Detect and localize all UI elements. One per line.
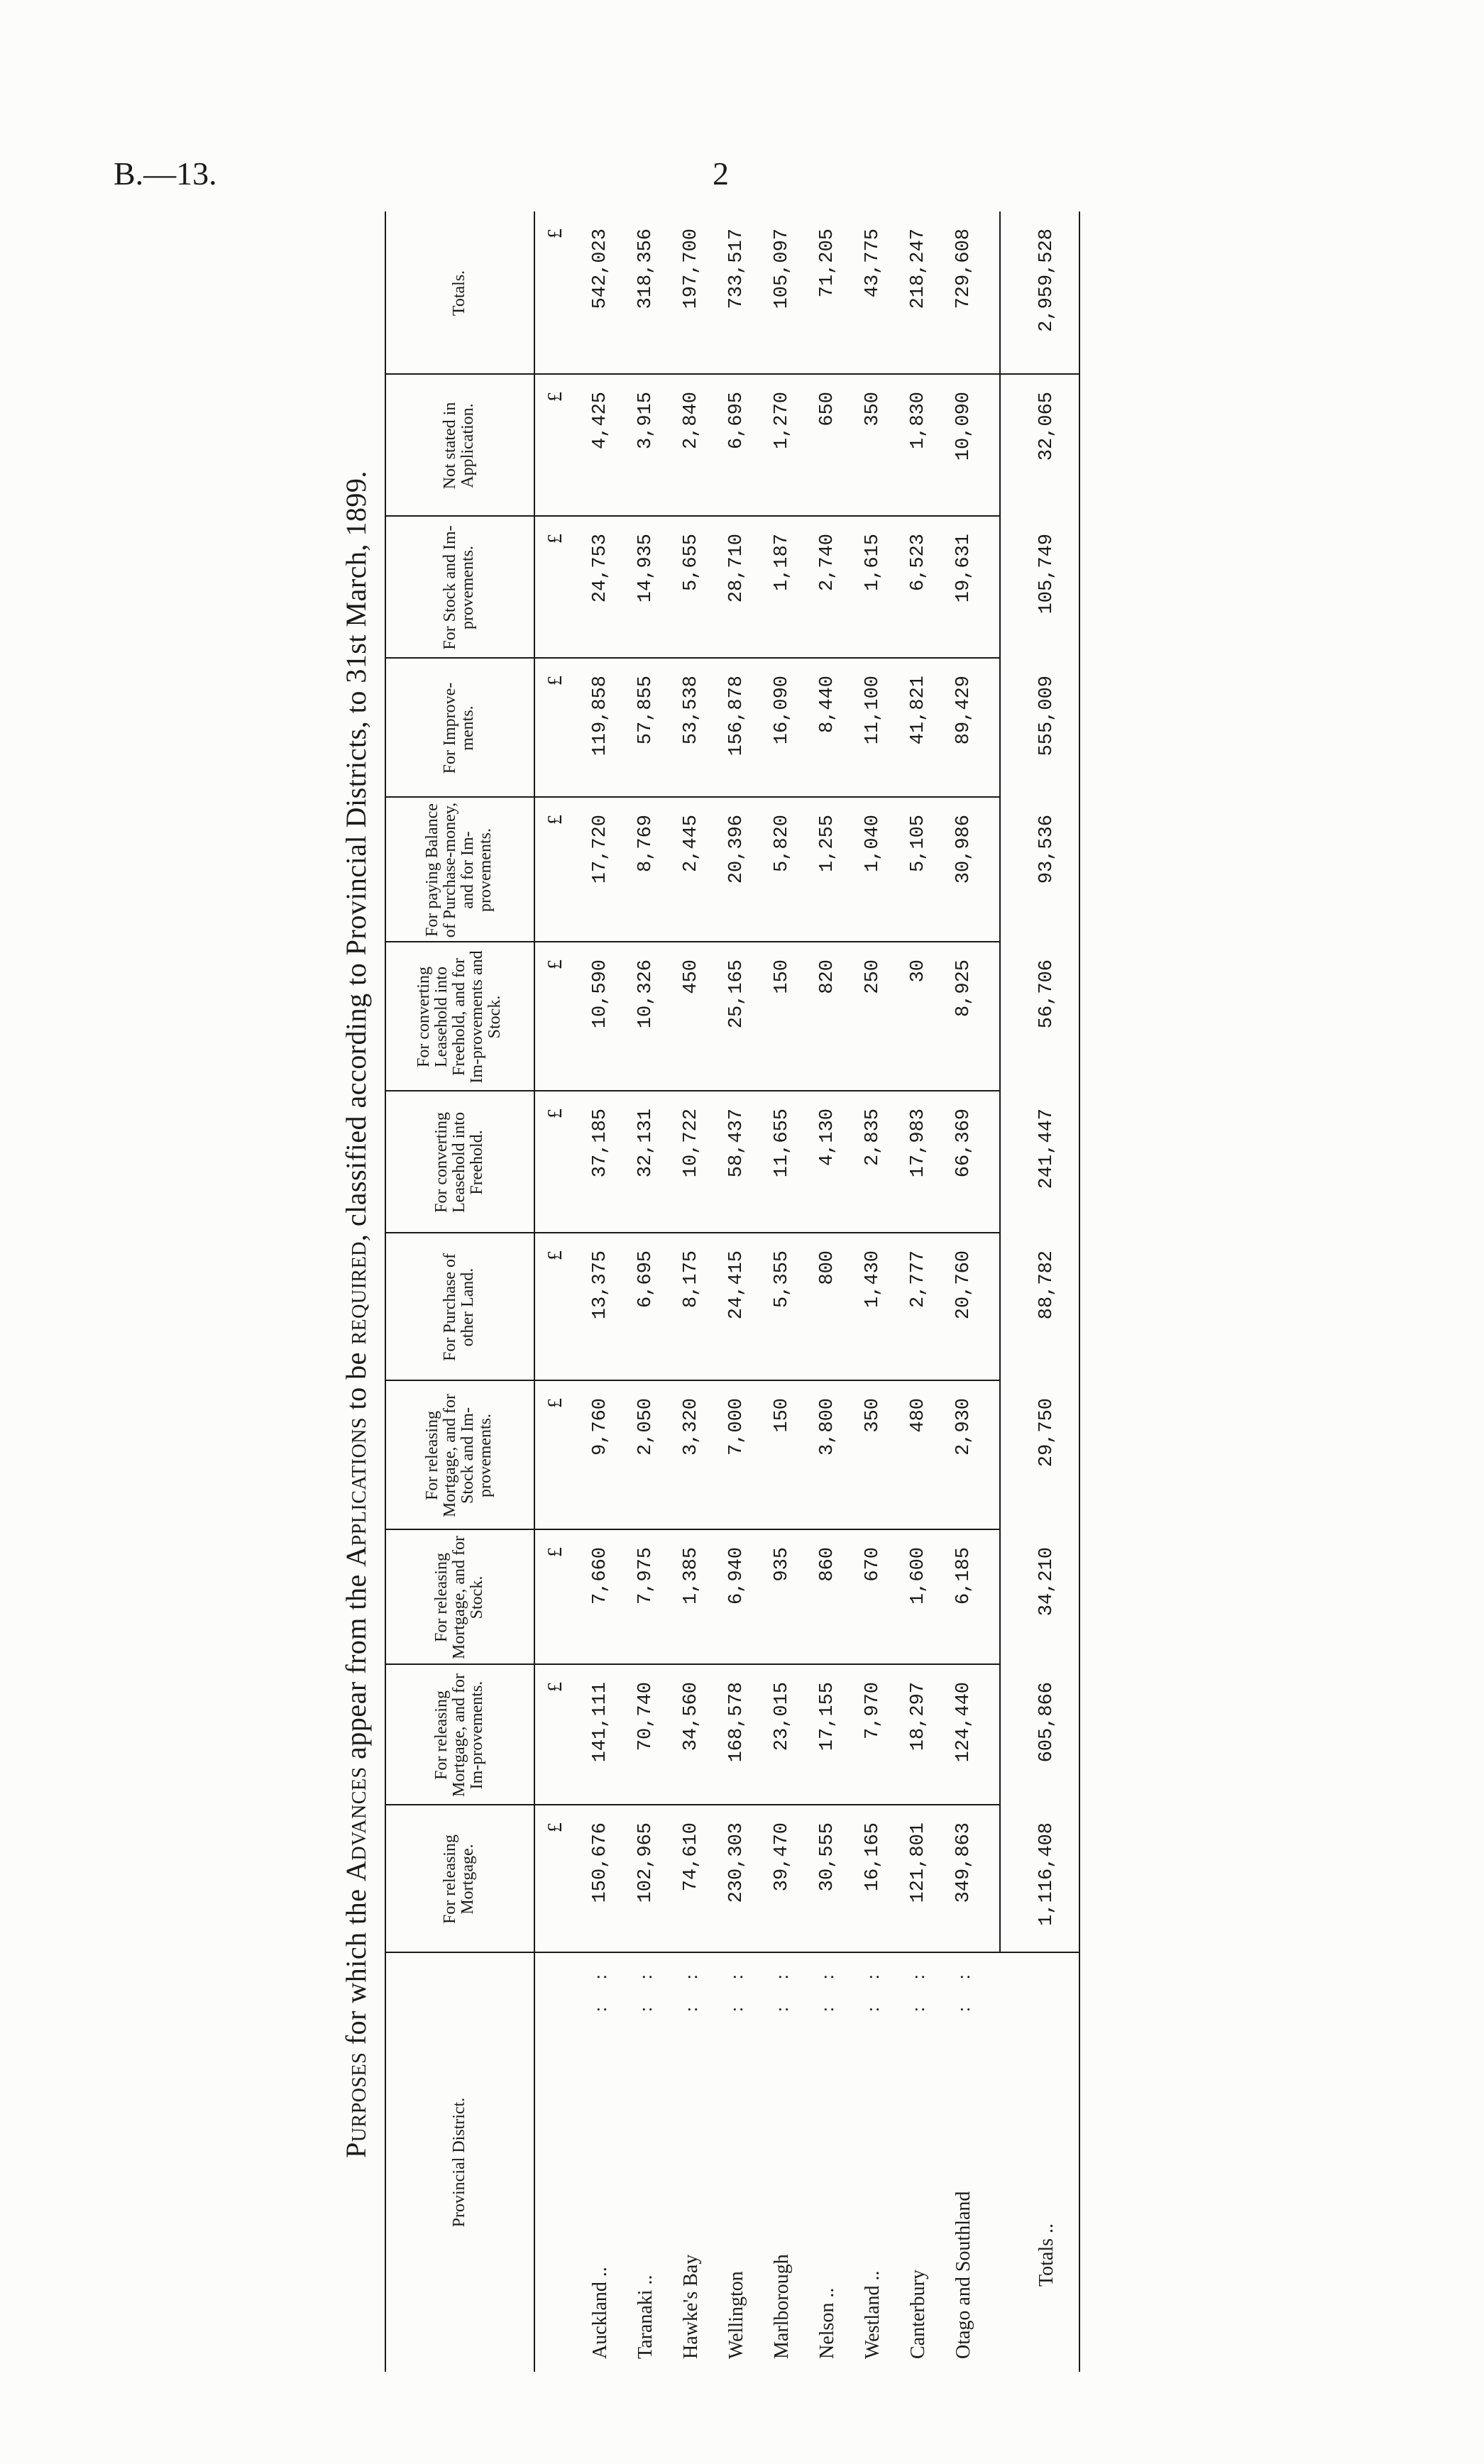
document-code: B.—13. <box>114 155 217 192</box>
table-cell: 1,430 <box>862 1250 884 1309</box>
table-cell: 37,185 <box>590 1109 611 1178</box>
table-cell: 3,800 <box>817 1398 838 1456</box>
district-name <box>714 1953 759 2372</box>
table-cell: 800 <box>817 1250 838 1285</box>
title-text-2: appear from the <box>340 1566 372 1767</box>
column-header: For releasing Mortgage, and for Stock and Im-provements. <box>423 1394 495 1517</box>
table-cell: 71,205 <box>817 229 838 298</box>
table-cell: 41,821 <box>908 676 929 745</box>
table-cell: 2,050 <box>635 1398 656 1456</box>
district-name <box>941 1953 986 2372</box>
column-rule <box>385 373 1079 375</box>
table-cell: 729,608 <box>953 229 974 309</box>
column-rule <box>385 1804 999 1805</box>
currency-unit: £ <box>544 1250 566 1260</box>
table-cell: 350 <box>862 392 884 427</box>
table-cell: 32,131 <box>635 1109 656 1178</box>
table-cell: 8,769 <box>635 815 656 873</box>
table-cell: 16,165 <box>862 1822 884 1892</box>
leader-dots: : : <box>908 1963 928 2012</box>
table-title <box>339 257 382 2372</box>
table-cell: 30 <box>908 959 929 983</box>
table-cell: 230,303 <box>726 1822 747 1903</box>
table-cell: 119,858 <box>590 676 611 757</box>
table-cell: 24,415 <box>726 1250 747 1320</box>
column-header: For converting Leasehold into Freehold. <box>432 1112 486 1213</box>
table-cell: 34,560 <box>681 1682 702 1751</box>
column-header: For releasing Mortgage, and for Stock. <box>432 1536 486 1659</box>
table-rule-bottom <box>1079 211 1080 2372</box>
district-name <box>759 1953 805 2372</box>
table-cell: 2,930 <box>953 1398 974 1456</box>
table-cell: 820 <box>817 959 838 994</box>
table-cell: 6,695 <box>635 1250 656 1309</box>
column-header: For releasing Mortgage, and for Im-provements. <box>432 1673 486 1797</box>
totals-cell: 56,706 <box>1036 959 1057 1029</box>
table-cell: 10,090 <box>953 392 974 461</box>
table-cell: 8,440 <box>817 676 838 734</box>
totals-cell: 93,536 <box>1036 815 1057 884</box>
leader-dots: : : <box>726 1963 747 2012</box>
district-name <box>578 1953 623 2372</box>
table-cell: 24,753 <box>590 534 611 603</box>
district-label: Auckland .. <box>589 2267 611 2359</box>
table-cell: 5,105 <box>908 815 929 873</box>
currency-unit: £ <box>544 959 566 969</box>
table-cell: 70,740 <box>635 1682 656 1751</box>
table-cell: 2,740 <box>817 534 838 592</box>
column-rule <box>385 1380 999 1381</box>
table-cell: 39,470 <box>771 1822 793 1892</box>
table-cell: 10,590 <box>590 959 611 1029</box>
table-cell: 20,760 <box>953 1250 974 1320</box>
table-cell: 102,965 <box>635 1822 656 1903</box>
column-rule <box>385 1090 999 1091</box>
currency-unit: £ <box>544 676 566 686</box>
table-cell: 5,820 <box>771 815 793 873</box>
table-cell: 58,437 <box>726 1109 747 1178</box>
column-rule <box>385 1952 1079 1953</box>
currency-unit: £ <box>544 534 566 544</box>
table-cell: 1,040 <box>862 815 884 873</box>
table-cell: 168,578 <box>726 1682 747 1763</box>
table-cell: 935 <box>771 1547 793 1582</box>
currency-unit: £ <box>544 392 566 402</box>
table-cell: 66,369 <box>953 1109 974 1178</box>
page-number: 2 <box>713 155 729 192</box>
table-cell: 10,326 <box>635 959 656 1029</box>
totals-cell: 105,749 <box>1036 534 1057 615</box>
table-cell: 25,165 <box>726 959 747 1029</box>
table-cell: 11,655 <box>771 1109 793 1178</box>
table-cell: 2,445 <box>681 815 702 873</box>
table-cell: 19,631 <box>953 534 974 603</box>
leader-dots: : : <box>817 1963 837 2012</box>
table-cell: 18,297 <box>908 1682 929 1751</box>
table-cell: 150,676 <box>590 1822 611 1903</box>
table-cell: 4,425 <box>590 392 611 450</box>
column-rule <box>385 657 999 659</box>
table-cell: 5,355 <box>771 1250 793 1309</box>
totals-cell: 605,866 <box>1036 1682 1057 1763</box>
table-cell: 6,695 <box>726 392 747 450</box>
table-cell: 4,130 <box>817 1109 838 1167</box>
column-header: For paying Balance of Purchase-money, and for Im-provements. <box>423 802 495 938</box>
leader-dots: : : <box>681 1963 701 2012</box>
currency-unit: £ <box>544 1398 566 1408</box>
table-rule-top <box>385 211 386 2372</box>
totals-cell: 88,782 <box>1036 1250 1057 1320</box>
table-cell: 13,375 <box>590 1250 611 1320</box>
table-cell: 670 <box>862 1547 884 1582</box>
table-cell: 150 <box>771 1398 793 1433</box>
district-label: Nelson .. <box>816 2287 838 2359</box>
table-cell: 141,111 <box>590 1682 611 1763</box>
table-cell: 1,615 <box>862 534 884 592</box>
table-cell: 28,710 <box>726 534 747 603</box>
table-cell: 542,023 <box>590 229 611 309</box>
table-cell: 2,840 <box>681 392 702 450</box>
district-name <box>850 1953 896 2372</box>
district-label: Marlborough <box>771 2254 793 2359</box>
table-cell: 6,185 <box>953 1547 974 1605</box>
table-cell: 150 <box>771 959 793 994</box>
district-name <box>623 1953 669 2372</box>
table-cell: 1,255 <box>817 815 838 873</box>
totals-cell: 32,065 <box>1036 392 1057 461</box>
title-word-applications: Applications <box>340 1417 372 1567</box>
table-cell: 7,660 <box>590 1547 611 1605</box>
currency-unit: £ <box>544 1682 566 1692</box>
district-name <box>805 1953 850 2372</box>
title-word-advances: Advances <box>340 1766 372 1881</box>
table-cell: 14,935 <box>635 534 656 603</box>
table-cell: 57,855 <box>635 676 656 745</box>
totals-label: Totals .. <box>1035 2223 1057 2287</box>
currency-unit: £ <box>544 815 566 825</box>
table-cell: 318,356 <box>635 229 656 309</box>
table-cell: 733,517 <box>726 229 747 309</box>
district-name <box>669 1953 714 2372</box>
column-header: Totals. <box>449 270 468 317</box>
district-name <box>896 1953 941 2372</box>
district-label: Taranaki .. <box>634 2275 656 2359</box>
table-cell: 121,801 <box>908 1822 929 1903</box>
table-cell: 860 <box>817 1547 838 1582</box>
district-label: Westland .. <box>862 2270 884 2359</box>
district-label: Otago and Southland <box>952 2191 974 2359</box>
table-cell: 7,975 <box>635 1547 656 1605</box>
district-column-header: Provincial District. <box>449 2097 468 2228</box>
currency-unit: £ <box>544 1547 566 1557</box>
column-rule <box>385 796 999 798</box>
table-cell: 218,247 <box>908 229 929 309</box>
currency-unit: £ <box>544 229 566 238</box>
rotated-table-block <box>339 229 1127 2372</box>
table-cell: 23,015 <box>771 1682 793 1751</box>
currency-unit: £ <box>544 1109 566 1118</box>
totals-cell: 1,116,408 <box>1036 1822 1057 1926</box>
district-label: Hawke's Bay <box>680 2254 702 2359</box>
table-cell: 9,760 <box>590 1398 611 1456</box>
table-cell: 1,600 <box>908 1547 929 1605</box>
table-cell: 1,270 <box>771 392 793 450</box>
table-cell: 3,320 <box>681 1398 702 1456</box>
leader-dots: : : <box>771 1963 792 2012</box>
table-cell: 105,097 <box>771 229 793 309</box>
table-cell: 17,720 <box>590 815 611 884</box>
table-cell: 1,187 <box>771 534 793 592</box>
table-cell: 250 <box>862 959 884 994</box>
column-header: For converting Leasehold into Freehold, and for Im-provements and Stock. <box>414 950 504 1084</box>
totals-cell: 555,009 <box>1036 676 1057 757</box>
table-cell: 6,523 <box>908 534 929 592</box>
table-cell: 450 <box>681 959 702 994</box>
title-text-1: for which the <box>340 1881 372 2052</box>
leader-dots: : : <box>590 1963 610 2012</box>
totals-cell: 241,447 <box>1036 1109 1057 1189</box>
table-cell: 7,000 <box>726 1398 747 1456</box>
table-cell: 74,610 <box>681 1822 702 1892</box>
table-cell: 1,830 <box>908 392 929 450</box>
table-cell: 20,396 <box>726 815 747 884</box>
table-cell: 53,538 <box>681 676 702 745</box>
table-cell: 349,863 <box>953 1822 974 1903</box>
table-cell: 11,100 <box>862 676 884 745</box>
table-cell: 5,655 <box>681 534 702 592</box>
table-cell: 650 <box>817 392 838 427</box>
district-label: Canterbury <box>907 2270 929 2359</box>
table-cell: 156,878 <box>726 676 747 757</box>
table-cell: 43,775 <box>862 229 884 298</box>
title-word-purposes: Purposes <box>340 2052 372 2158</box>
table-cell: 2,777 <box>908 1250 929 1309</box>
totals-cell: 34,210 <box>1036 1547 1057 1617</box>
column-header: For Stock and Im-provements. <box>441 525 477 650</box>
column-rule <box>385 941 999 942</box>
leader-dots: : : <box>862 1963 883 2012</box>
table-cell: 6,940 <box>726 1547 747 1605</box>
table-rule-totals <box>999 211 1001 1953</box>
table-cell: 2,835 <box>862 1109 884 1167</box>
column-header: For releasing Mortgage. <box>441 1835 477 1924</box>
table-cell: 3,915 <box>635 392 656 450</box>
leader-dots: : : <box>953 1963 974 2012</box>
table-cell: 16,090 <box>771 676 793 745</box>
column-header: For Purchase of other Land. <box>441 1253 477 1361</box>
column-rule <box>385 1529 999 1530</box>
table-cell: 350 <box>862 1398 884 1433</box>
title-text-4: , classified according to Provincial Districts, to 31st March, 1899. <box>340 471 372 1242</box>
title-word-required: required <box>340 1241 372 1345</box>
table-cell: 30,986 <box>953 815 974 884</box>
table-cell: 1,385 <box>681 1547 702 1605</box>
column-rule <box>385 1663 999 1665</box>
table-cell: 124,440 <box>953 1682 974 1763</box>
table-cell: 89,429 <box>953 676 974 745</box>
table-cell: 197,700 <box>681 229 702 309</box>
column-rule <box>385 1232 999 1233</box>
currency-unit: £ <box>544 1822 566 1832</box>
leader-dots: : : <box>635 1963 656 2012</box>
column-header: For Improve-ments. <box>441 682 477 774</box>
table-cell: 10,722 <box>681 1109 702 1178</box>
table-rule-header <box>534 211 535 2372</box>
column-rule <box>385 515 999 517</box>
table-cell: 480 <box>908 1398 929 1433</box>
table-cell: 30,555 <box>817 1822 838 1892</box>
totals-cell: 2,959,528 <box>1036 229 1057 332</box>
totals-cell: 29,750 <box>1036 1398 1057 1468</box>
title-text-3: to be <box>340 1344 372 1418</box>
column-header: Not stated in Application. <box>441 402 477 490</box>
table-cell: 7,970 <box>862 1682 884 1740</box>
table-cell: 17,155 <box>817 1682 838 1751</box>
table-cell: 8,175 <box>681 1250 702 1309</box>
district-label: Wellington <box>725 2271 747 2359</box>
table-cell: 17,983 <box>908 1109 929 1178</box>
table-cell: 8,925 <box>953 959 974 1018</box>
